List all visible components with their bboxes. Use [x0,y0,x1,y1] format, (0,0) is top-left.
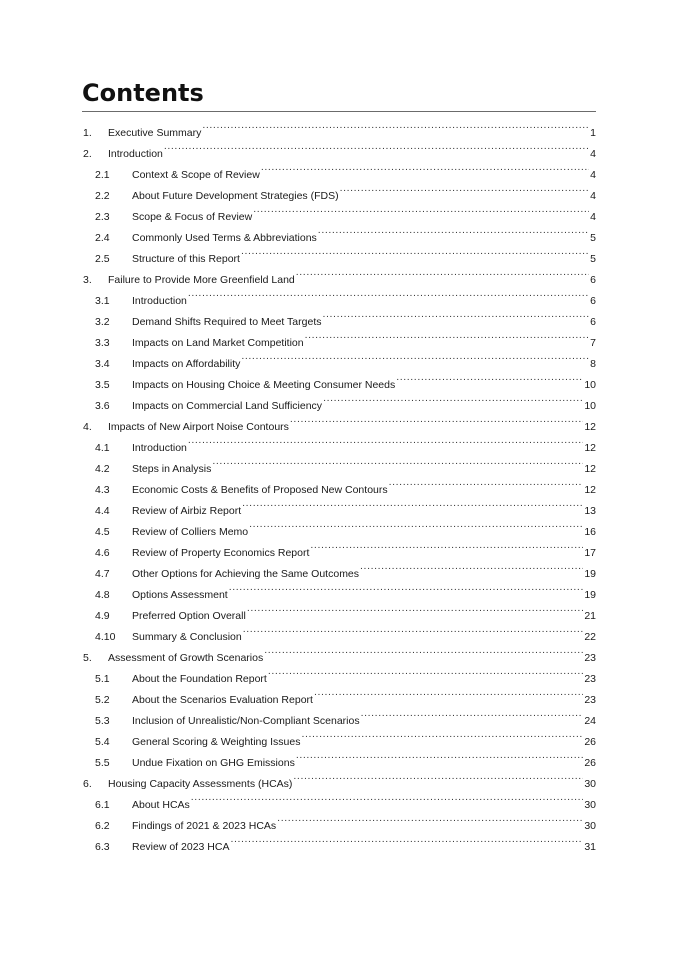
toc-entry-page-number: 6 [590,274,596,286]
toc-entry-number: 1. [83,127,92,139]
dot-leader [212,451,583,472]
toc-entry-title[interactable]: Structure of this Report [132,253,240,265]
dot-leader [296,745,583,766]
toc-entry-title[interactable]: About the Foundation Report [132,673,267,685]
toc-entry-number: 4.9 [95,610,110,622]
toc-entry-page-number: 4 [590,190,596,202]
dot-leader [188,283,589,304]
toc-entry-number: 3.1 [95,295,110,307]
dot-leader [230,829,583,850]
dot-leader [290,409,583,430]
toc-entry-page-number: 22 [584,631,596,643]
toc-entry-number: 4.4 [95,505,110,517]
dot-leader [360,556,583,577]
dot-leader [191,787,584,808]
toc-entry-title[interactable]: Impacts on Commercial Land Sufficiency [132,400,323,412]
toc-entry-page-number: 12 [584,421,596,433]
dot-leader [323,304,590,325]
toc-entry-title[interactable]: Options Assessment [132,589,228,601]
toc-entry-number: 4.8 [95,589,110,601]
page-title: Contents [82,79,204,107]
toc-entry-number: 2. [83,148,92,160]
toc-entry-number: 5.2 [95,694,110,706]
toc-entry-page-number: 4 [590,169,596,181]
toc-entry-page-number: 30 [584,820,596,832]
toc-entry-title[interactable]: Preferred Option Overall [132,610,246,622]
toc-entry-number: 3. [83,274,92,286]
toc-entry-number: 4.2 [95,463,110,475]
toc-entry-number: 4.1 [95,442,110,454]
dot-leader [396,367,583,388]
toc-entry-number: 6.3 [95,841,110,853]
toc-entry-number: 5.1 [95,673,110,685]
toc-entry-number: 5. [83,652,92,664]
toc-entry-number: 4.6 [95,547,110,559]
toc-entry-title[interactable]: Impacts on Land Market Competition [132,337,304,349]
dot-leader [310,535,583,556]
toc-entry-number: 2.1 [95,169,110,181]
dot-leader [164,136,589,157]
dot-leader [261,157,589,178]
toc-entry-number: 3.4 [95,358,110,370]
toc-entry-title[interactable]: Summary & Conclusion [132,631,242,643]
dot-leader [318,220,589,241]
toc-entry-title[interactable]: Review of Airbiz Report [132,505,242,517]
toc-entry-page-number: 26 [584,757,596,769]
dot-leader [253,199,589,220]
toc-entry-title[interactable]: Demand Shifts Required to Meet Targets [132,316,322,328]
toc-entry-number: 2.2 [95,190,110,202]
toc-entry-title[interactable]: Impacts of New Airport Noise Contours [108,421,289,433]
toc-entry-title[interactable]: Findings of 2021 & 2023 HCAs [132,820,277,832]
toc-entry-title[interactable]: Impacts on Affordability [132,358,241,370]
toc-entry-title[interactable]: Commonly Used Terms & Abbreviations [132,232,317,244]
toc-entry-page-number: 10 [584,379,596,391]
toc-entry-title[interactable]: Introduction [132,295,187,307]
toc-entry-title[interactable]: Undue Fixation on GHG Emissions [132,757,295,769]
toc-entry-title[interactable]: Housing Capacity Assessments (HCAs) [108,778,293,790]
toc-entry-page-number: 12 [584,484,596,496]
toc-entry-page-number: 19 [584,568,596,580]
dot-leader [305,325,590,346]
toc-entry[interactable] [82,115,596,139]
toc-entry-title[interactable]: Other Options for Achieving the Same Outcomes [132,568,360,580]
toc-entry-page-number: 5 [590,253,596,265]
toc-entry-page-number: 23 [584,652,596,664]
toc-entry-title[interactable]: Review of Colliers Memo [132,526,249,538]
toc-entry-title[interactable]: Review of 2023 HCA [132,841,230,853]
toc-entry-number: 4. [83,421,92,433]
dot-leader [241,346,589,367]
title-divider [82,111,596,112]
toc-entry-page-number: 6 [590,295,596,307]
toc-entry-number: 2.4 [95,232,110,244]
dot-leader [264,640,583,661]
dot-leader [243,619,584,640]
dot-leader [361,703,584,724]
toc-entry-number: 2.5 [95,253,110,265]
toc-entry-title[interactable]: Economic Costs & Benefits of Proposed New Contours [132,484,388,496]
toc-entry-page-number: 1 [590,127,596,139]
toc-entry-title[interactable]: Introduction [108,148,163,160]
dot-leader [188,430,583,451]
dot-leader [202,115,589,136]
toc-entry-number: 3.3 [95,337,110,349]
dot-leader [229,577,584,598]
toc-entry-title[interactable]: Failure to Provide More Greenfield Land [108,274,295,286]
dot-leader [389,472,584,493]
toc-entry-title[interactable]: General Scoring & Weighting Issues [132,736,301,748]
toc-entry-title[interactable]: Inclusion of Unrealistic/Non-Compliant Scenarios [132,715,360,727]
toc-entry-page-number: 17 [584,547,596,559]
dot-leader [249,514,583,535]
dot-leader [293,766,583,787]
toc-entry-page-number: 10 [584,400,596,412]
toc-entry-number: 4.10 [95,631,116,643]
toc-entry-number: 3.6 [95,400,110,412]
toc-entry-number: 6.1 [95,799,110,811]
toc-entry-title[interactable]: Steps in Analysis [132,463,212,475]
toc-entry-page-number: 23 [584,673,596,685]
toc-entry-page-number: 26 [584,736,596,748]
dot-leader [241,241,589,262]
toc-entry-title[interactable]: About HCAs [132,799,190,811]
toc-entry-number: 2.3 [95,211,110,223]
toc-entry-page-number: 8 [590,358,596,370]
toc-entry-number: 4.7 [95,568,110,580]
toc-entry-page-number: 24 [584,715,596,727]
dot-leader [296,262,589,283]
toc-entry-page-number: 16 [584,526,596,538]
dot-leader [277,808,583,829]
dot-leader [340,178,590,199]
toc-entry-page-number: 4 [590,211,596,223]
toc-entry-title[interactable]: About Future Development Strategies (FDS) [132,190,339,202]
toc-entry-number: 3.5 [95,379,110,391]
toc-entry-number: 3.2 [95,316,110,328]
toc-entry-page-number: 6 [590,316,596,328]
toc-entry-title[interactable]: Assessment of Growth Scenarios [108,652,264,664]
toc-entry-number: 4.3 [95,484,110,496]
toc-entry-title[interactable]: Impacts on Housing Choice & Meeting Consumer Needs [132,379,396,391]
toc-entry-page-number: 12 [584,442,596,454]
toc-entry-page-number: 5 [590,232,596,244]
toc-entry-page-number: 31 [584,841,596,853]
toc-entry-page-number: 7 [590,337,596,349]
toc-entry-title[interactable]: Scope & Focus of Review [132,211,253,223]
toc-entry-title[interactable]: Review of Property Economics Report [132,547,310,559]
toc-entry-page-number: 21 [584,610,596,622]
toc-entry-number: 5.5 [95,757,110,769]
table-of-contents [82,115,596,853]
toc-entry-title[interactable]: Introduction [132,442,187,454]
toc-entry-number: 4.5 [95,526,110,538]
toc-entry-title[interactable]: About the Scenarios Evaluation Report [132,694,313,706]
toc-entry-page-number: 23 [584,694,596,706]
toc-entry-number: 5.4 [95,736,110,748]
dot-leader [268,661,583,682]
toc-entry-title[interactable]: Context & Scope of Review [132,169,260,181]
toc-entry-page-number: 19 [584,589,596,601]
toc-entry-page-number: 12 [584,463,596,475]
toc-entry-page-number: 30 [584,778,596,790]
toc-entry-number: 6.2 [95,820,110,832]
toc-page [82,78,596,853]
toc-entry-title[interactable]: Executive Summary [108,127,202,139]
toc-entry-page-number: 4 [590,148,596,160]
dot-leader [314,682,583,703]
toc-entry-page-number: 13 [584,505,596,517]
dot-leader [323,388,583,409]
dot-leader [247,598,584,619]
toc-entry-number: 6. [83,778,92,790]
dot-leader [301,724,583,745]
toc-entry-number: 5.3 [95,715,110,727]
dot-leader [242,493,583,514]
toc-entry-page-number: 30 [584,799,596,811]
